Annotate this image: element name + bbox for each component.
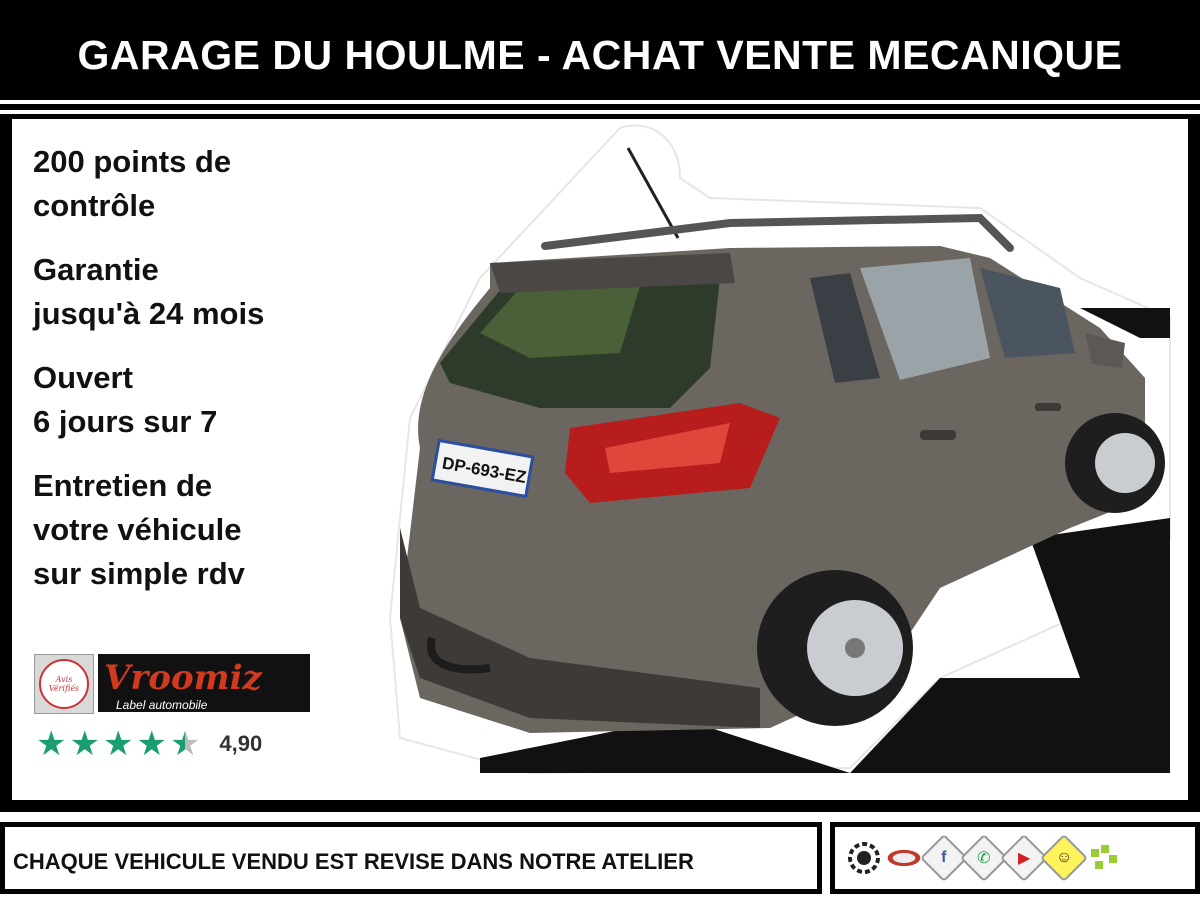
feature-maintenance: Entretien de votre véhicule sur simple rdv bbox=[33, 468, 245, 591]
star-icon: ★ bbox=[136, 725, 167, 763]
vroomiz-logo-text: Vroomiz bbox=[104, 658, 262, 698]
feature-control-points: 200 points de contrôle bbox=[33, 144, 232, 223]
frame-border bbox=[0, 800, 1200, 812]
feature-list bbox=[33, 140, 363, 616]
license-plate-text: DP-693-EZ bbox=[440, 453, 528, 487]
star-icon: ★ bbox=[69, 725, 100, 763]
avis-verifies-icon: Avis Vérifiés bbox=[39, 659, 89, 709]
feature-warranty: Garantie jusqu'à 24 mois bbox=[33, 252, 265, 331]
frame-border bbox=[0, 114, 12, 804]
header-stripe bbox=[0, 104, 1200, 110]
avis-verifies-badge[interactable] bbox=[34, 654, 94, 714]
vroomiz-badge[interactable] bbox=[98, 654, 310, 712]
social-links bbox=[830, 822, 1200, 894]
garage-logo-icon[interactable] bbox=[847, 841, 881, 875]
rating-value: 4,90 bbox=[219, 731, 263, 756]
slogan-text: CHAQUE VEHICULE VENDU EST REVISE DANS NOTRE ATELIER bbox=[13, 849, 694, 874]
star-icon: ★ bbox=[102, 725, 134, 763]
frame-border bbox=[1188, 114, 1200, 804]
half-star-icon: ★ bbox=[169, 725, 201, 763]
car-illustration bbox=[380, 118, 1180, 798]
leboncoin-icon[interactable] bbox=[1087, 841, 1121, 875]
youtube-icon[interactable]: ▶ bbox=[1007, 841, 1041, 875]
rating bbox=[36, 726, 262, 762]
slogan-box bbox=[0, 822, 822, 894]
facebook-icon[interactable]: f bbox=[927, 841, 961, 875]
whatsapp-icon[interactable]: ✆ bbox=[967, 841, 1001, 875]
review-badges[interactable] bbox=[34, 654, 310, 714]
feature-opening-days: Ouvert 6 jours sur 7 bbox=[33, 360, 218, 439]
star-icon: ★ bbox=[36, 725, 67, 763]
snapchat-icon[interactable]: ☺ bbox=[1047, 841, 1081, 875]
vroomiz-subtitle: Label automobile bbox=[116, 698, 208, 712]
car-photo bbox=[380, 118, 1180, 798]
header-bar bbox=[0, 0, 1200, 100]
vroomiz-icon[interactable] bbox=[887, 841, 921, 875]
page-title: GARAGE DU HOULME - ACHAT VENTE MECANIQUE bbox=[77, 32, 1123, 78]
